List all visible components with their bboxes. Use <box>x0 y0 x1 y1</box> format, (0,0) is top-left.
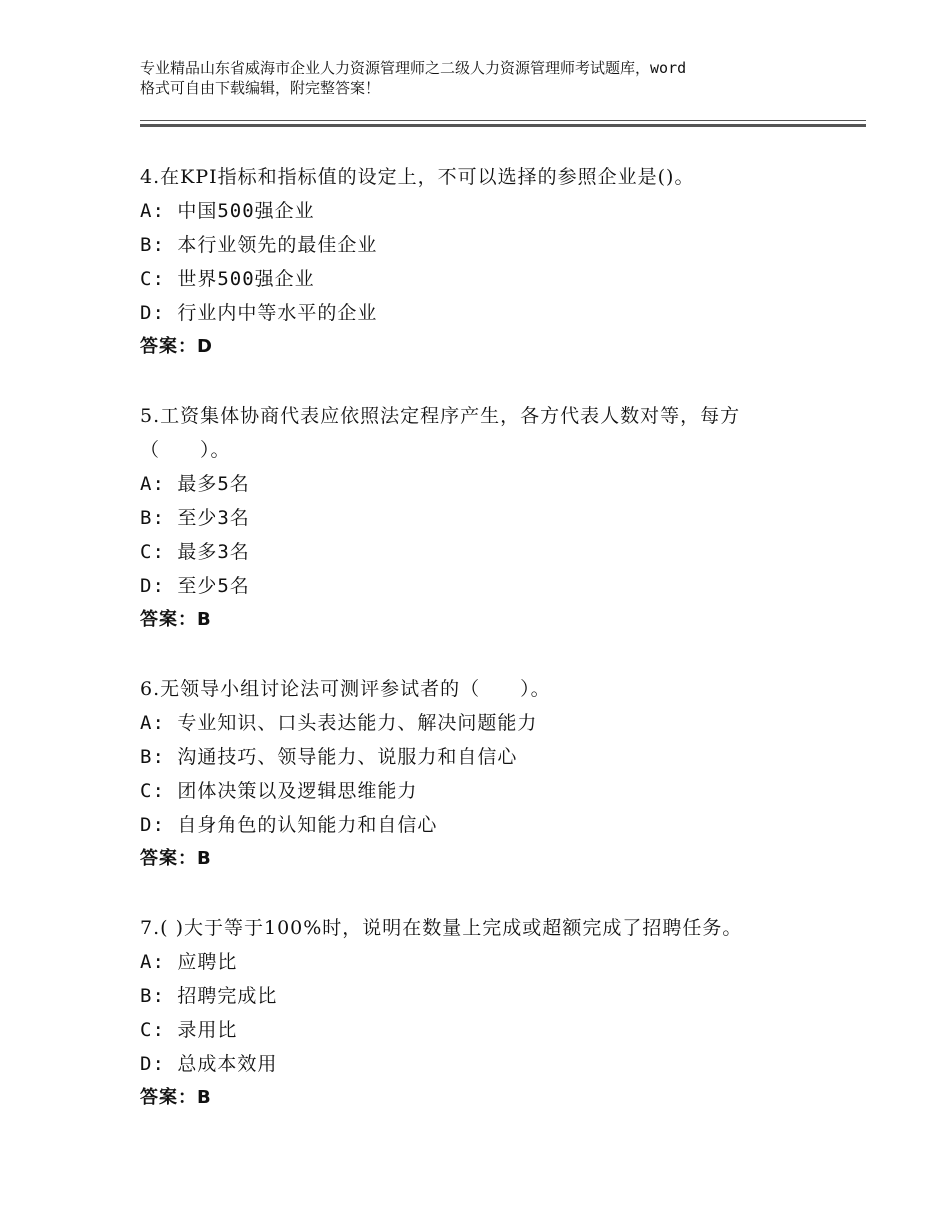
option-d: D: 总成本效用 <box>140 1053 278 1075</box>
answer-label: 答案：B <box>140 848 212 869</box>
option-d: D: 自身角色的认知能力和自信心 <box>140 814 438 836</box>
option-b: B: 至少3名 <box>140 507 250 529</box>
option-a: A: 最多5名 <box>140 473 250 495</box>
option-a: A: 中国500强企业 <box>140 200 315 222</box>
option-c: C: 录用比 <box>140 1019 238 1041</box>
question-stem: 5.工资集体协商代表应依照法定程序产生，各方代表人数对等，每方 <box>140 405 741 427</box>
question-4 <box>140 160 860 364</box>
question-stem: 4.在KPI指标和指标值的设定上，不可以选择的参照企业是()。 <box>140 166 695 188</box>
answer-label: 答案：B <box>140 609 212 630</box>
question-5 <box>140 399 860 637</box>
document-header <box>140 58 840 98</box>
header-title-line-1: 专业精品山东省威海市企业人力资源管理师之二级人力资源管理师考试题库，word <box>140 59 687 77</box>
option-c: C: 最多3名 <box>140 541 250 563</box>
header-divider-thin <box>140 120 866 121</box>
question-stem-continued: （ ）。 <box>140 439 231 461</box>
option-d: D: 至少5名 <box>140 575 250 597</box>
answer-label: 答案：D <box>140 336 213 357</box>
option-b: B: 本行业领先的最佳企业 <box>140 234 378 256</box>
question-stem: 6.无领导小组讨论法可测评参试者的（ ）。 <box>140 678 551 700</box>
question-7 <box>140 911 860 1115</box>
option-b: B: 沟通技巧、领导能力、说服力和自信心 <box>140 746 518 768</box>
option-a: A: 专业知识、口头表达能力、解决问题能力 <box>140 712 538 734</box>
answer-label: 答案：B <box>140 1087 212 1108</box>
question-stem: 7.( )大于等于100%时，说明在数量上完成或超额完成了招聘任务。 <box>140 917 743 939</box>
option-a: A: 应聘比 <box>140 951 238 973</box>
option-c: C: 世界500强企业 <box>140 268 315 290</box>
option-b: B: 招聘完成比 <box>140 985 278 1007</box>
question-6 <box>140 672 860 876</box>
option-c: C: 团体决策以及逻辑思维能力 <box>140 780 418 802</box>
header-divider-thick <box>140 124 866 127</box>
option-d: D: 行业内中等水平的企业 <box>140 302 378 324</box>
header-title-line-2: 格式可自由下载编辑，附完整答案！ <box>140 79 381 97</box>
